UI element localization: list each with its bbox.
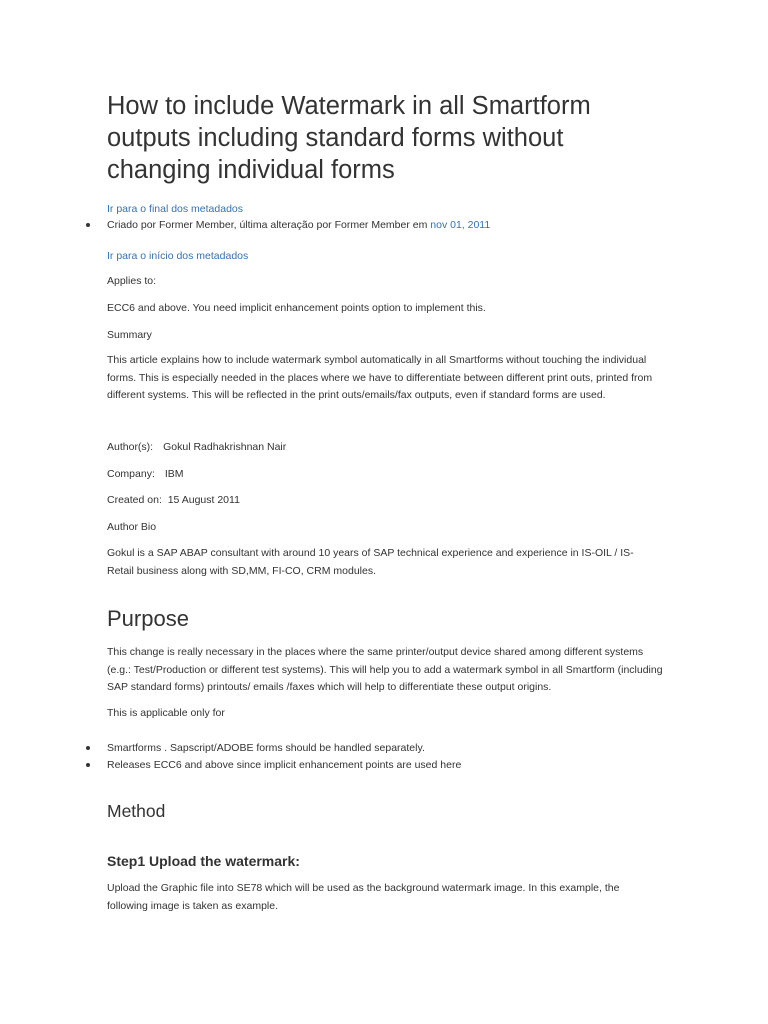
company-label: Company: — [107, 468, 155, 480]
document-page: How to include Watermark in all Smartform outputs including standard forms without changing individual forms Ir para o final dos metadados Criado por Former Member, última alteração por Former Member em nov 01, 2011 Ir para o início dos metadados Applies to: ECC6 and above. You need implicit enhancement points option to implement this. Summary This article explains how to include watermark symbol automatically in all Smartforms without touching the individual forms. This is especially needed in the places where we have to differentiate between different print outs, printed from different systems. This will be reflected in the print outs/emails/fax outputs, even if standard forms are used. Author(s): Gokul Radhakrishnan Nair Company: IBM Created on: 15 August 2011 Author Bio Gokul is a SAP ABAP consultant with around 10 years of SAP technical experience and experience in IS-OIL / IS-Retail business along with SD,MM, FI-CO, CRM modules. Purpose This change is really necessary in the places where the same printer/output device shared among different systems (e.g.: Test/Production or different test systems). This will help you to add a watermark symbol in all Smartform (including SAP standard forms) printouts/ emails /faxes which will help to differentiate these output origins. This is applicable only for Smartforms . Sapscript/ADOBE forms should be handled separately. Releases ECC6 and above since implicit enhancement points are used here Method Step1 Upload the watermark: Upload the Graphic file into SE78 which will be used as the background watermark image. In this example, the following image is taken as example. — [0, 0, 768, 1024]
modified-date-link[interactable]: nov 01, 2011 — [430, 219, 491, 231]
created-on-label: Created on: — [107, 494, 162, 506]
company-row — [107, 466, 184, 484]
author-bio-label: Author Bio — [107, 521, 157, 533]
bullet-icon — [86, 763, 90, 767]
bullet-icon — [86, 223, 90, 227]
page-title: How to include Watermark in all Smartform outputs including standard forms without changing individual forms — [107, 92, 591, 184]
purpose-heading: Purpose — [107, 606, 189, 631]
summary-label: Summary — [107, 329, 152, 341]
author-row — [107, 439, 286, 457]
purpose-text: This change is really necessary in the places where the same printer/output device shared among different systems (e.g.: Test/Production or different test systems). This will help you to add a watermark symbol in all Smartform (including SAP standard forms) printouts/ emails /faxes which will help to differentiate these output origins. — [107, 646, 663, 693]
created-on-row — [107, 492, 240, 510]
applies-to-text: ECC6 and above. You need implicit enhancement points option to implement this. — [107, 302, 486, 314]
author-label: Author(s): — [107, 441, 154, 453]
author-bio-text: Gokul is a SAP ABAP consultant with around 10 years of SAP technical experience and experience in IS-OIL / IS-Retail business along with SD,MM, FI-CO, CRM modules. — [107, 547, 634, 577]
step1-text: Upload the Graphic file into SE78 which will be used as the background watermark image. In this example, the following image is taken as example. — [107, 882, 620, 912]
author-value: Gokul Radhakrishnan Nair — [163, 441, 287, 453]
skip-to-end-metadata-link[interactable]: Ir para o final dos metadados — [107, 203, 243, 215]
summary-text: This article explains how to include watermark symbol automatically in all Smartforms without touching the individual forms. This is especially needed in the places where we have to differentiate between different print outs, printed from different systems. This will be reflected in the print outs/emails/fax outputs, even if standard forms are used. — [107, 354, 653, 401]
created-on-value: 15 August 2011 — [167, 494, 240, 506]
skip-to-start-metadata-link[interactable]: Ir para o início dos metadados — [107, 250, 249, 262]
step1-heading: Step1 Upload the watermark: — [107, 853, 300, 869]
applicable-label: This is applicable only for — [107, 707, 225, 719]
created-by-text: Criado por Former Member, última alteração por Former Member em — [107, 219, 431, 231]
company-value: IBM — [164, 468, 184, 480]
bullet-icon — [86, 746, 90, 750]
method-heading: Method — [107, 801, 166, 821]
applies-to-label: Applies to: — [107, 275, 157, 287]
